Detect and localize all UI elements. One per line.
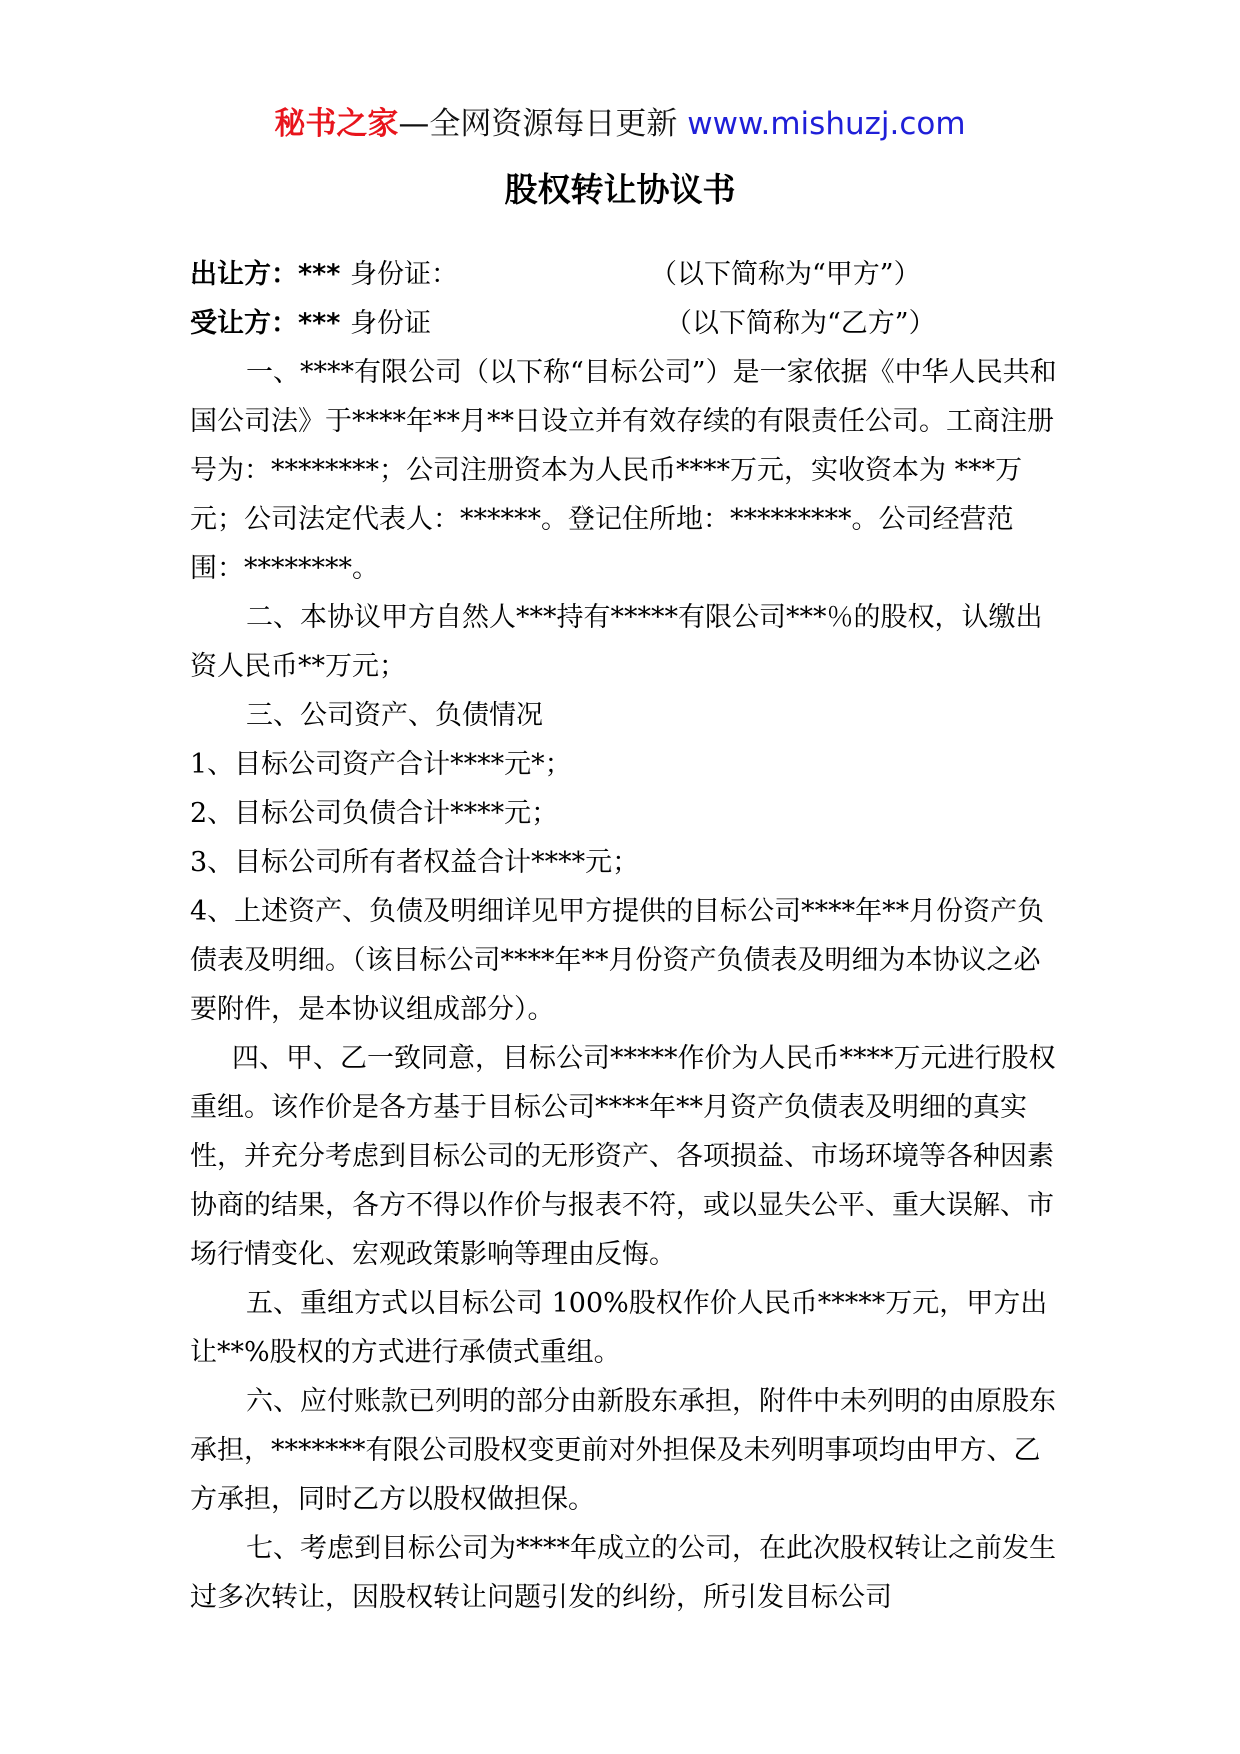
clause-6: 六、应付账款已列明的部分由新股东承担，附件中未列明的由原股东承担，*******有限公司股权变更前对外担保及未列明事项均由甲方、乙方承担，同时乙方以股权做担保。 bbox=[190, 1386, 1056, 1515]
site-url-link[interactable]: www.mishuzj.com bbox=[687, 106, 966, 142]
site-slogan: —全网资源每日更新 bbox=[398, 106, 678, 142]
clause-3-item-2: 2、目标公司负债合计****元； bbox=[190, 798, 559, 829]
clause-5: 五、重组方式以目标公司 100%股权作价人民币*****万元，甲方出让**%股权的方式进行承债式重组。 bbox=[190, 1288, 1048, 1368]
party-transferor bbox=[190, 250, 1060, 299]
clause-3-item-4: 4、上述资产、负债及明细详见甲方提供的目标公司****年**月份资产负债表及明细。（该目标公司****年**月份资产负债表及明细为本协议之必要附件，是本协议组成部分）。 bbox=[190, 896, 1045, 1025]
clause-1: 一、****有限公司（以下称“目标公司”）是一家依据《中华人民共和国公司法》于****年**月**日设立并有效存续的有限责任公司。工商注册号为：********；公司注册资本为人民币****万元，实收资本为 ***万元；公司法定代表人：******。登记住所地：*********。公司经营范围：********。 bbox=[190, 357, 1057, 584]
document-title: 股权转让协议书 bbox=[504, 170, 736, 209]
party-transferee-label: 受让方：*** bbox=[190, 308, 341, 339]
party-transferor-id: 身份证： bbox=[350, 259, 458, 290]
clause-4: 四、甲、乙一致同意，目标公司*****作价为人民币****万元进行股权重组。该作价是各方基于目标公司****年**月资产负债表及明细的真实性，并充分考虑到目标公司的无形资产、各项损益、市场环境等各种因素协商的结果，各方不得以作价与报表不符，或以显失公平、重大误解、市场行情变化、宏观政策影响等理由反悔。 bbox=[190, 1043, 1056, 1270]
document-body bbox=[190, 250, 1060, 1622]
party-transferor-label: 出让方：*** bbox=[190, 259, 341, 290]
clause-3-heading: 三、公司资产、负债情况 bbox=[246, 700, 543, 731]
clause-7: 七、考虑到目标公司为****年成立的公司，在此次股权转让之前发生过多次转让，因股权转让问题引发的纠纷，所引发目标公司 bbox=[190, 1533, 1056, 1613]
party-transferor-alias: （以下简称为“甲方”） bbox=[650, 259, 921, 290]
site-header bbox=[0, 102, 1240, 146]
clause-2: 二、本协议甲方自然人***持有*****有限公司***％的股权，认缴出资人民币**万元； bbox=[190, 602, 1043, 682]
party-transferee-alias: （以下简称为“乙方”） bbox=[665, 308, 936, 339]
party-transferee bbox=[190, 299, 1060, 348]
site-brand: 秘书之家 bbox=[274, 106, 399, 142]
party-transferee-id: 身份证 bbox=[350, 308, 431, 339]
clause-3-item-3: 3、目标公司所有者权益合计****元； bbox=[190, 847, 640, 878]
clause-3-item-1: 1、目标公司资产合计****元*； bbox=[190, 749, 572, 780]
